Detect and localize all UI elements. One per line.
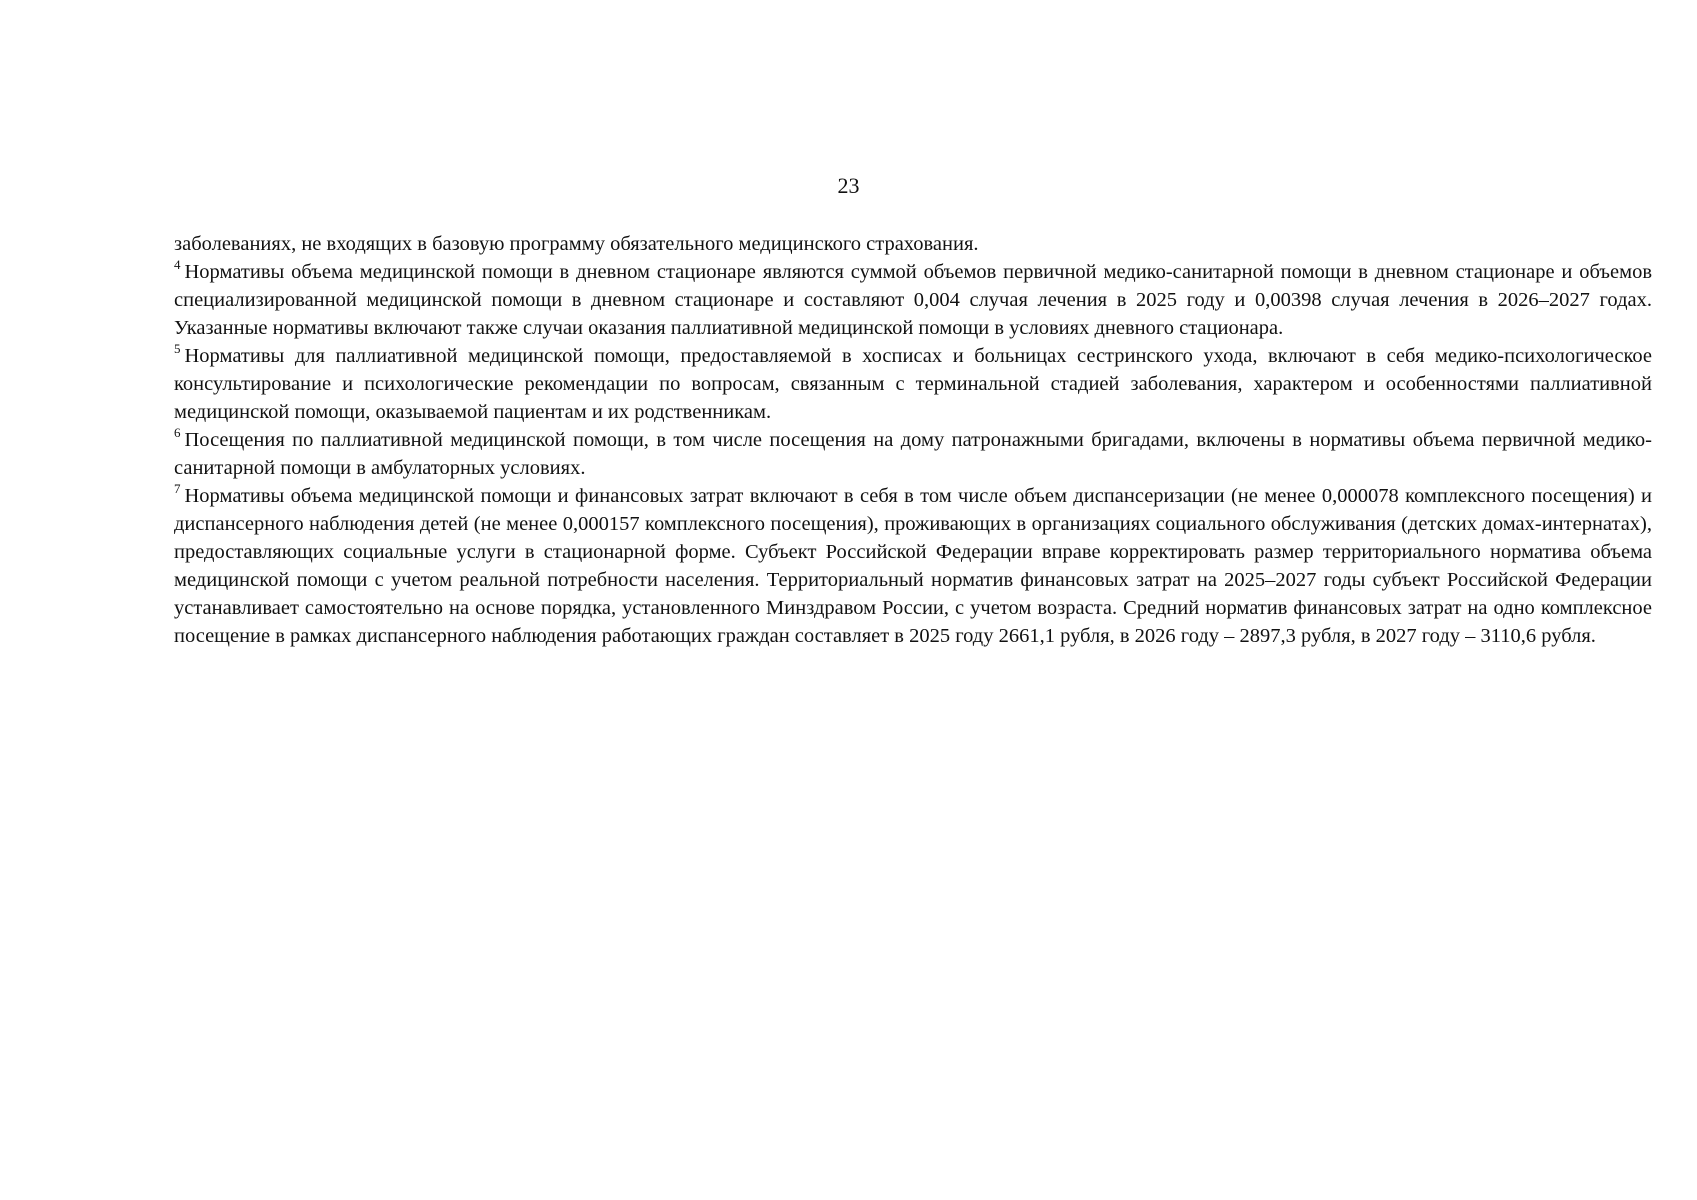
footnote-text: Нормативы объема медицинской помощи в дневном стационаре являются суммой объемов первичной медико-санитарной помощи в дневном стационаре и объемов специализированной медицинской помощи в дневном стационаре и составляют 0,004 случая лечения в 2025 году и 0,00398 случая лечения в 2026–2027 годах. Указанные нормативы включают также случаи оказания паллиативной медицинской помощи в условиях дневного стационара.	[174, 261, 1652, 339]
footnote-text: Посещения по паллиативной медицинской помощи, в том числе посещения на дому патронажными бригадами, включены в нормативы объема первичной медико-санитарной помощи в амбулаторных условиях.	[174, 429, 1652, 479]
footnote-marker: 6	[174, 425, 181, 440]
footnote-marker: 7	[174, 481, 181, 496]
footnote-marker: 4	[174, 257, 181, 272]
footnote-7	[174, 482, 1652, 650]
page-number: 23	[837, 173, 860, 198]
footnote-marker: 5	[174, 341, 181, 356]
footnote-4	[174, 258, 1652, 342]
footnote-text: Нормативы для паллиативной медицинской помощи, предоставляемой в хосписах и больницах сестринского ухода, включают в себя медико-психологическое консультирование и психологические рекомендации по вопросам, связанным с терминальной стадией заболевания, характером и особенностями паллиативной медицинской помощи, оказываемой пациентам и их родственникам.	[174, 345, 1652, 423]
footnote-6	[174, 426, 1652, 482]
footnote-text: Нормативы объема медицинской помощи и финансовых затрат включают в себя в том числе объем диспансеризации (не менее 0,000078 комплексного посещения) и диспансерного наблюдения детей (не менее 0,000157 комплексного посещения), проживающих в организациях социального обслуживания (детских домах-интернатах), предоставляющих социальные услуги в стационарной форме. Субъект Российской Федерации вправе корректировать размер территориального норматива объема медицинской помощи с учетом реальной потребности населения. Территориальный норматив финансовых затрат на 2025–2027 годы субъект Российской Федерации устанавливает самостоятельно на основе порядка, установленного Минздравом России, с учетом возраста. Средний норматив финансовых затрат на одно комплексное посещение в рамках диспансерного наблюдения работающих граждан составляет в 2025 году 2661,1 рубля, в 2026 году – 2897,3 рубля, в 2027 году – 3110,6 рубля.	[174, 485, 1652, 647]
footnote-5	[174, 342, 1652, 426]
lead-paragraph: заболеваниях, не входящих в базовую программу обязательного медицинского страхования.	[174, 233, 979, 255]
footnotes-block	[174, 230, 1652, 650]
